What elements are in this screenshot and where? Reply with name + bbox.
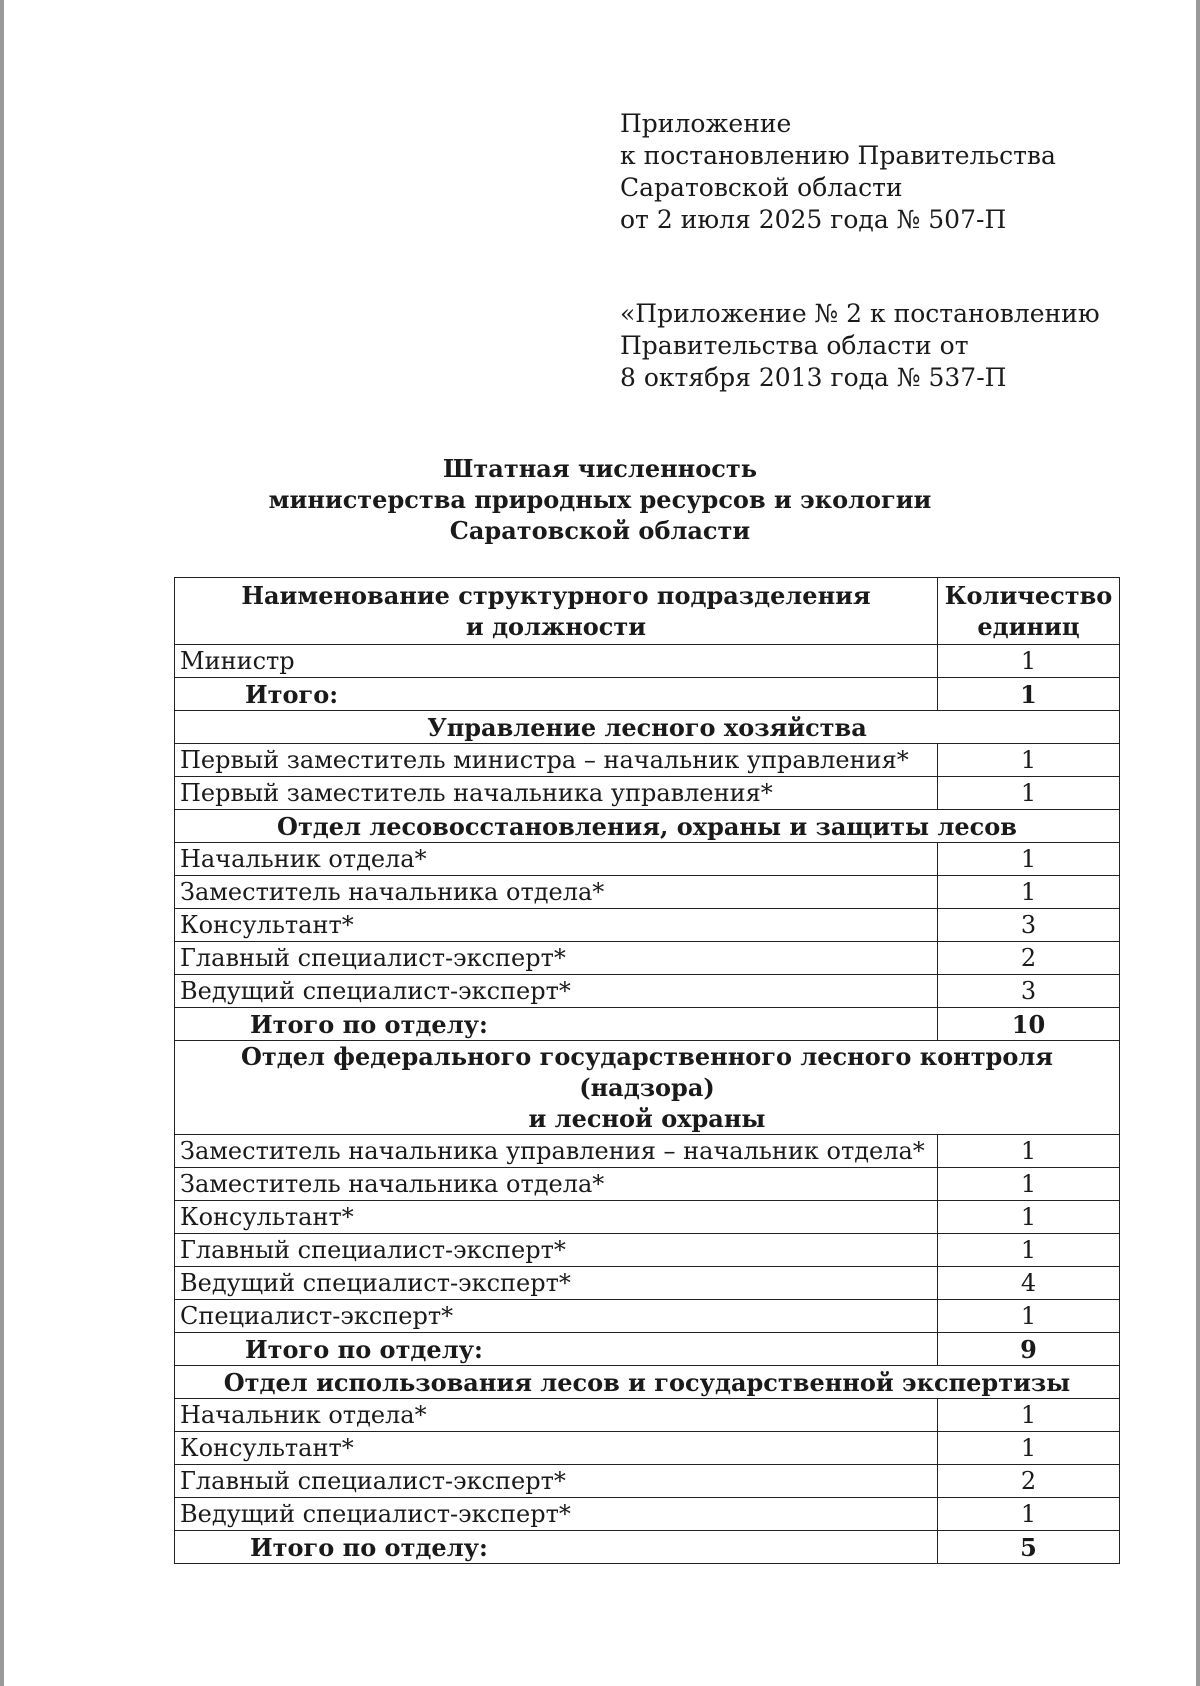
section-row xyxy=(175,1366,1120,1399)
table-row xyxy=(175,1399,1120,1432)
position-qty: 1 xyxy=(938,876,1120,909)
position-qty: 1 xyxy=(938,744,1120,777)
table-row xyxy=(175,876,1120,909)
table-header-row xyxy=(175,578,1120,645)
position-qty: 2 xyxy=(938,942,1120,975)
position-name: Заместитель начальника управления – начальник отдела* xyxy=(175,1135,938,1168)
position-name: Заместитель начальника отдела* xyxy=(175,876,938,909)
position-name: Заместитель начальника отдела* xyxy=(175,1168,938,1201)
total-row xyxy=(175,1531,1120,1564)
position-qty: 1 xyxy=(938,777,1120,810)
position-qty: 3 xyxy=(938,909,1120,942)
position-name: Начальник отдела* xyxy=(175,843,938,876)
position-name: Главный специалист-эксперт* xyxy=(175,1234,938,1267)
column-header-qty-line1: Количество xyxy=(944,581,1113,610)
table-row xyxy=(175,1300,1120,1333)
section-title: Отдел использования лесов и государственной экспертизы xyxy=(175,1366,1120,1399)
total-qty: 5 xyxy=(938,1531,1120,1564)
previous-appendix-block xyxy=(620,298,1100,394)
document-title xyxy=(0,453,1200,546)
table-row xyxy=(175,1498,1120,1531)
appendix-line: Приложение xyxy=(620,109,792,138)
total-label: Итого по отделу: xyxy=(175,1008,938,1041)
section-title-line2: и лесной охраны xyxy=(528,1104,766,1133)
total-qty: 9 xyxy=(938,1333,1120,1366)
total-row xyxy=(175,678,1120,711)
position-qty: 1 xyxy=(938,1135,1120,1168)
title-line: министерства природных ресурсов и экологии xyxy=(268,485,932,514)
position-name: Главный специалист-эксперт* xyxy=(175,1465,938,1498)
table-row xyxy=(175,975,1120,1008)
appendix-line: от 2 июля 2025 года № 507-П xyxy=(620,205,1007,234)
total-label: Итого по отделу: xyxy=(175,1333,938,1366)
column-header-qty-line2: единиц xyxy=(977,612,1080,641)
position-name: Ведущий специалист-эксперт* xyxy=(175,1498,938,1531)
total-row xyxy=(175,1008,1120,1041)
position-name: Первый заместитель начальника управления* xyxy=(175,777,938,810)
title-line: Саратовской области xyxy=(449,516,751,545)
table-row xyxy=(175,1234,1120,1267)
position-name: Ведущий специалист-эксперт* xyxy=(175,975,938,1008)
section-row xyxy=(175,1041,1120,1135)
page-edge-right xyxy=(1196,0,1200,1686)
position-qty: 1 xyxy=(938,1201,1120,1234)
position-name: Консультант* xyxy=(175,1432,938,1465)
section-row xyxy=(175,711,1120,744)
table-row xyxy=(175,1168,1120,1201)
position-name: Ведущий специалист-эксперт* xyxy=(175,1267,938,1300)
position-qty: 1 xyxy=(938,1300,1120,1333)
section-title xyxy=(175,1041,1120,1135)
position-qty: 1 xyxy=(938,843,1120,876)
table-row xyxy=(175,1465,1120,1498)
position-qty: 1 xyxy=(938,1432,1120,1465)
table-row xyxy=(175,909,1120,942)
section-title: Отдел лесовосстановления, охраны и защиты лесов xyxy=(175,810,1120,843)
position-qty: 2 xyxy=(938,1465,1120,1498)
position-name: Специалист-эксперт* xyxy=(175,1300,938,1333)
previous-appendix-line: Правительства области от xyxy=(620,331,969,360)
table-row xyxy=(175,777,1120,810)
position-name: Консультант* xyxy=(175,909,938,942)
position-qty: 4 xyxy=(938,1267,1120,1300)
previous-appendix-line: «Приложение № 2 к постановлению xyxy=(620,299,1100,328)
total-row xyxy=(175,1333,1120,1366)
table-row xyxy=(175,942,1120,975)
table-row xyxy=(175,1135,1120,1168)
total-label: Итого: xyxy=(175,678,938,711)
position-qty: 1 xyxy=(938,1168,1120,1201)
column-header-name-line1: Наименование структурного подразделения xyxy=(241,581,871,610)
position-name: Начальник отдела* xyxy=(175,1399,938,1432)
appendix-block xyxy=(620,108,1056,236)
position-name: Министр xyxy=(175,645,938,678)
table-row xyxy=(175,1201,1120,1234)
table-row xyxy=(175,645,1120,678)
staffing-table xyxy=(174,577,1120,1564)
total-label: Итого по отделу: xyxy=(175,1531,938,1564)
total-qty: 10 xyxy=(938,1008,1120,1041)
section-row xyxy=(175,810,1120,843)
page-edge-left xyxy=(0,0,4,1686)
table-row xyxy=(175,744,1120,777)
position-name: Главный специалист-эксперт* xyxy=(175,942,938,975)
column-header-name-line2: и должности xyxy=(465,612,647,641)
column-header-name xyxy=(175,578,938,645)
appendix-line: к постановлению Правительства xyxy=(620,141,1056,170)
total-qty: 1 xyxy=(938,678,1120,711)
position-qty: 1 xyxy=(938,1498,1120,1531)
position-name: Первый заместитель министра – начальник управления* xyxy=(175,744,938,777)
appendix-line: Саратовской области xyxy=(620,173,903,202)
column-header-qty xyxy=(938,578,1120,645)
previous-appendix-line: 8 октября 2013 года № 537-П xyxy=(620,363,1007,392)
position-qty: 1 xyxy=(938,645,1120,678)
position-name: Консультант* xyxy=(175,1201,938,1234)
table-row xyxy=(175,843,1120,876)
position-qty: 1 xyxy=(938,1399,1120,1432)
section-title: Управление лесного хозяйства xyxy=(175,711,1120,744)
section-title-line1: Отдел федерального государственного лесного контроля (надзора) xyxy=(240,1042,1053,1102)
title-line: Штатная численность xyxy=(442,454,757,483)
position-qty: 1 xyxy=(938,1234,1120,1267)
table-row xyxy=(175,1432,1120,1465)
table-row xyxy=(175,1267,1120,1300)
position-qty: 3 xyxy=(938,975,1120,1008)
